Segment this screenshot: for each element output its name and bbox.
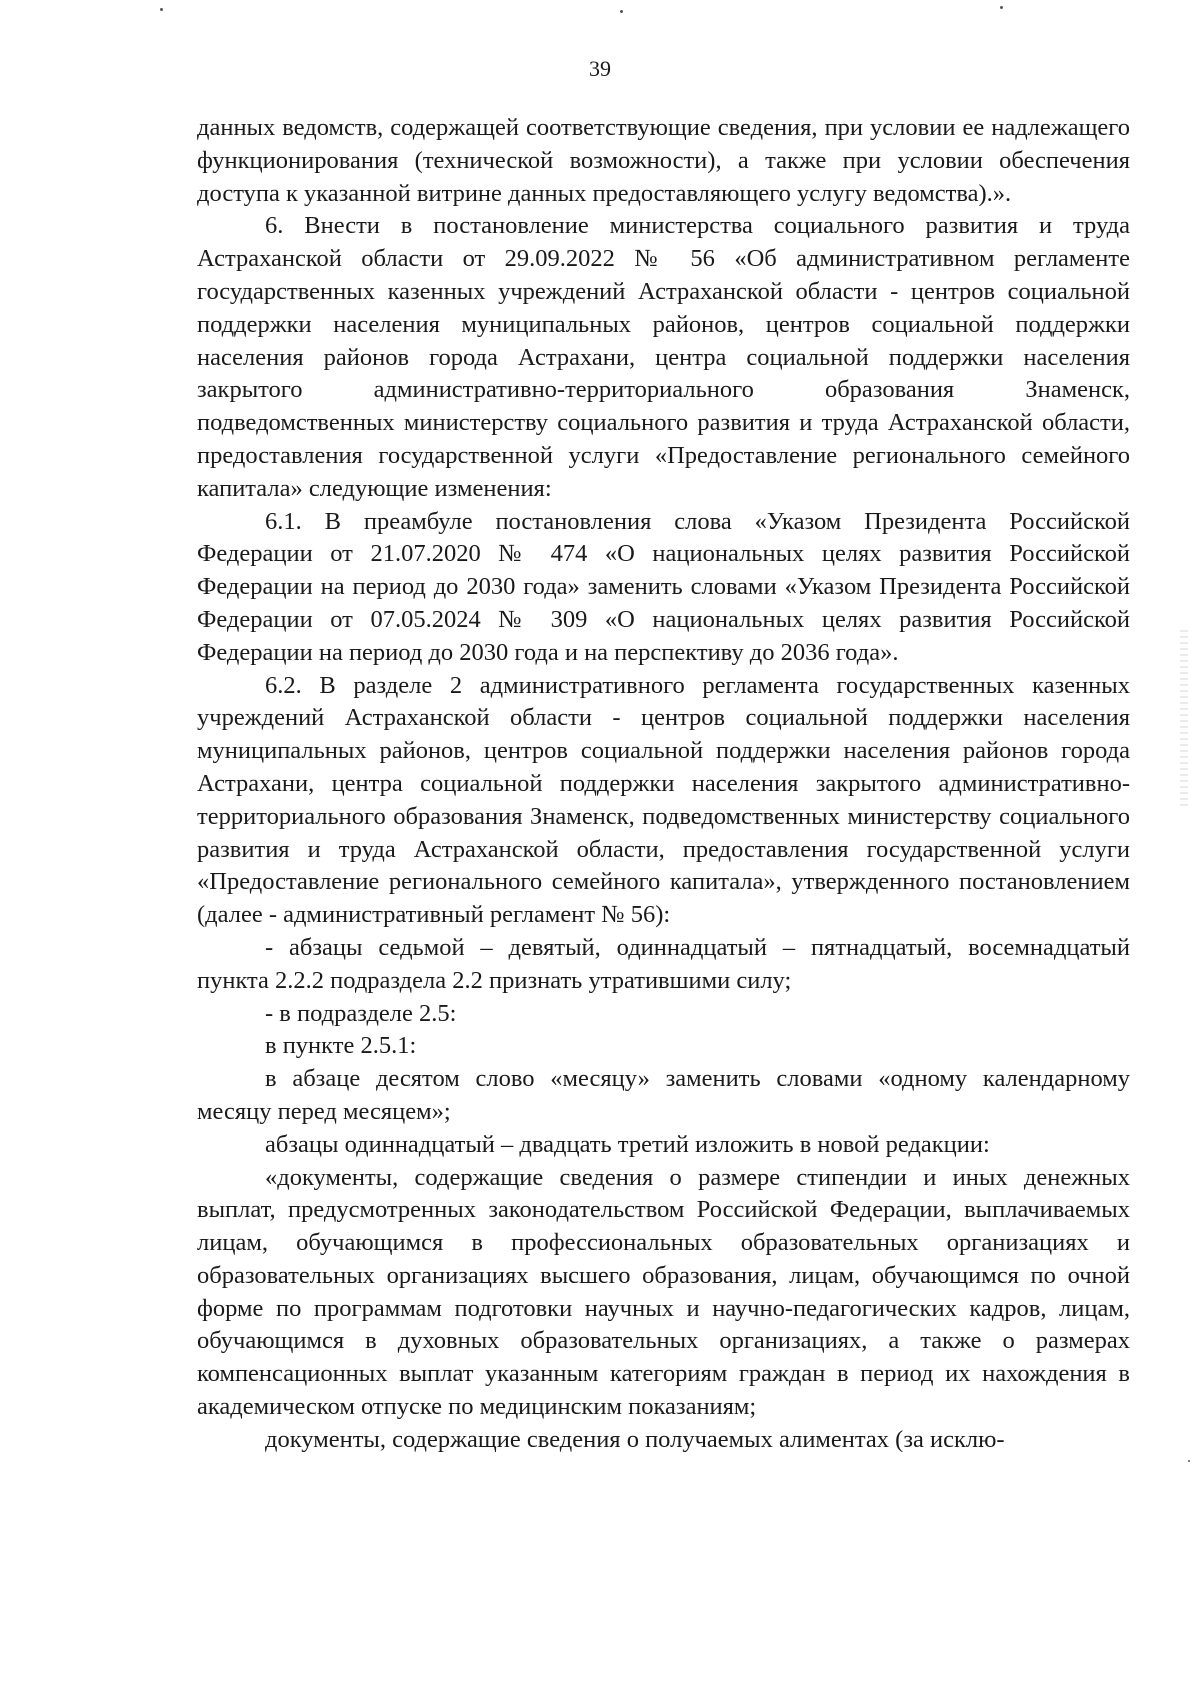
paragraph-point-2-5-1: в пункте 2.5.1:	[265, 1032, 417, 1060]
scan-edge-noise	[1180, 630, 1188, 810]
scan-speck	[160, 8, 163, 11]
paragraph-new-edition: абзацы одиннадцатый – двадцать третий изложить в новой редакции:	[265, 1130, 990, 1158]
paragraph-documents-stipend: «документы, содержащие сведения о размере стипендии и иных денежных выплат, предусмотренных законодательством Российской Федерации, выплачиваемых лицам, обучающимся в профессиональных образовательных организациях и образовательных организациях высшего образования, лицам, обучающимся по очной форме по программам подготовки научных и научно-педагогических кадров, лицам, обучающимся в духовных образовательных организациях, а также о размерах компенсационных выплат указанным категориям граждан в период их нахождения в академическом отпуске по медицинским показаниям;	[197, 1163, 1130, 1421]
paragraph-tenth-abzac: в абзаце десятом слово «месяцу» заменить словами «одному календарному месяцу перед месяцем»;	[197, 1065, 1130, 1125]
paragraph-continuation: данных ведомств, содержащей соответствующие сведения, при условии ее надлежащего функционирования (технической возможности), а также при условии обеспечения доступа к указанной витрине данных предоставляющего услугу ведомства).».	[197, 114, 1130, 207]
paragraph-paragraphs-repealed: - абзацы седьмой – девятый, одиннадцатый – пятнадцатый, восемнадцатый пункта 2.2.2 подраздела 2.2 признать утратившими силу;	[197, 933, 1130, 994]
paragraph-subsection-2-5: - в подразделе 2.5:	[265, 999, 457, 1027]
document-body	[197, 112, 1130, 1457]
paragraph-item-6: 6. Внести в постановление министерства социального развития и труда Астраханской области от 29.09.2022 № 56 «Об административном регламенте государственных казенных учреждений Астраханской области - центров социальной поддержки населения муниципальных районов, центров социальной поддержки населения районов города Астрахани, центра социальной поддержки населения закрытого административно-территориального образования Знаменск, подведомственных министерству социального развития и труда Астраханской области, предоставления государственной услуги «Предоставление регионального семейного капитала» следующие изменения:	[197, 212, 1130, 502]
scan-speck	[1000, 6, 1003, 9]
paragraph-documents-alimony: документы, содержащие сведения о получаемых алиментах (за исклю-	[265, 1425, 1005, 1453]
scan-speck	[620, 10, 623, 13]
page-number: 39	[589, 56, 611, 81]
paragraph-item-6-2: 6.2. В разделе 2 административного регламента государственных казенных учреждений Астраханской области - центров социальной поддержки населения муниципальных районов, центров социальной поддержки населения районов города Астрахани, центра социальной поддержки населения закрытого административно-территориального образования Знаменск, подведомственных министерству социального развития и труда Астраханской области, предоставления государственной услуги «Предоставление регионального семейного капитала», утвержденного постановлением (далее - административный регламент № 56):	[197, 671, 1130, 929]
paragraph-item-6-1: 6.1. В преамбуле постановления слова «Указом Президента Российской Федерации от 21.07.2020 № 474 «О национальных целях развития Российской Федерации на период до 2030 года» заменить словами «Указом Президента Российской Федерации от 07.05.2024 № 309 «О национальных целях развития Российской Федерации на период до 2030 года и на перспективу до 2036 года».	[197, 507, 1130, 666]
scan-speck	[1188, 1460, 1190, 1462]
